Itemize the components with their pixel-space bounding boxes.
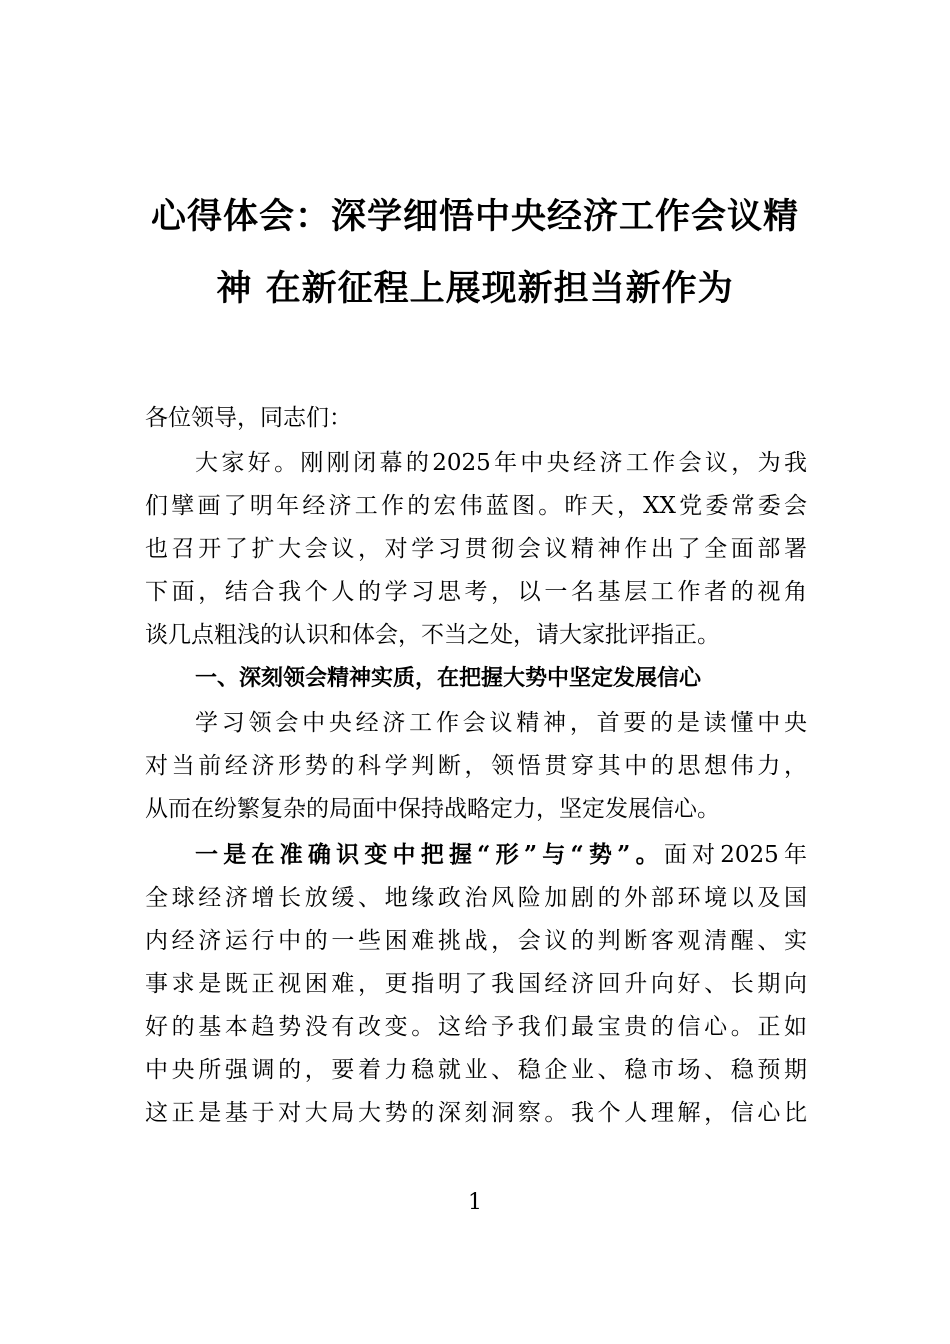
paragraph-line: 也召开了扩大会议，对学习贯彻会议精神作出了全面部署	[145, 536, 807, 562]
paragraph-line: 好的基本趋势没有改变。这给予我们最宝贵的信心。正如	[145, 1014, 807, 1040]
section-heading: 一、深刻领会精神实质，在把握大势中坚定发展信心	[195, 666, 702, 691]
page-number: 1	[468, 1190, 482, 1215]
document-title-line-1: 心得体会：深学细悟中央经济工作会议精	[150, 197, 799, 237]
paragraph-line: 这正是基于对大局大势的深刻洞察。我个人理解，信心比	[145, 1100, 807, 1126]
paragraph-line: 大家好。刚刚闭幕的2025年中央经济工作会议，为我	[195, 450, 807, 476]
document-title-line-2: 神 在新征程上展现新担当新作为	[216, 269, 734, 309]
paragraph-line: 学习领会中央经济工作会议精神，首要的是读懂中央	[195, 710, 807, 736]
paragraph-line: 全球经济增长放缓、地缘政治风险加剧的外部环境以及国	[145, 885, 807, 911]
paragraph-line: 中央所强调的，要着力稳就业、稳企业、稳市场、稳预期	[145, 1057, 807, 1083]
point-lead-rest: 面对2025年	[663, 842, 807, 868]
salutation: 各位领导，同志们：	[145, 405, 352, 431]
paragraph-line: 对当前经济形势的科学判断，领悟贯穿其中的思想伟力，	[145, 753, 807, 779]
point-line	[145, 835, 807, 875]
paragraph-line: 内经济运行中的一些困难挑战，会议的判断客观清醒、实	[145, 928, 807, 954]
paragraph-line: 从而在纷繁复杂的局面中保持战略定力，坚定发展信心。	[145, 796, 720, 822]
paragraph-line: 事求是既正视困难，更指明了我国经济回升向好、长期向	[145, 971, 807, 997]
point-lead: 一是在准确识变中把握“形”与“势”。	[195, 841, 664, 868]
paragraph-line: 们擘画了明年经济工作的宏伟蓝图。昨天，XX党委常委会	[145, 493, 807, 519]
paragraph-line: 下面，结合我个人的学习思考，以一名基层工作者的视角	[145, 579, 807, 605]
paragraph-line: 谈几点粗浅的认识和体会，不当之处，请大家批评指正。	[145, 622, 720, 648]
